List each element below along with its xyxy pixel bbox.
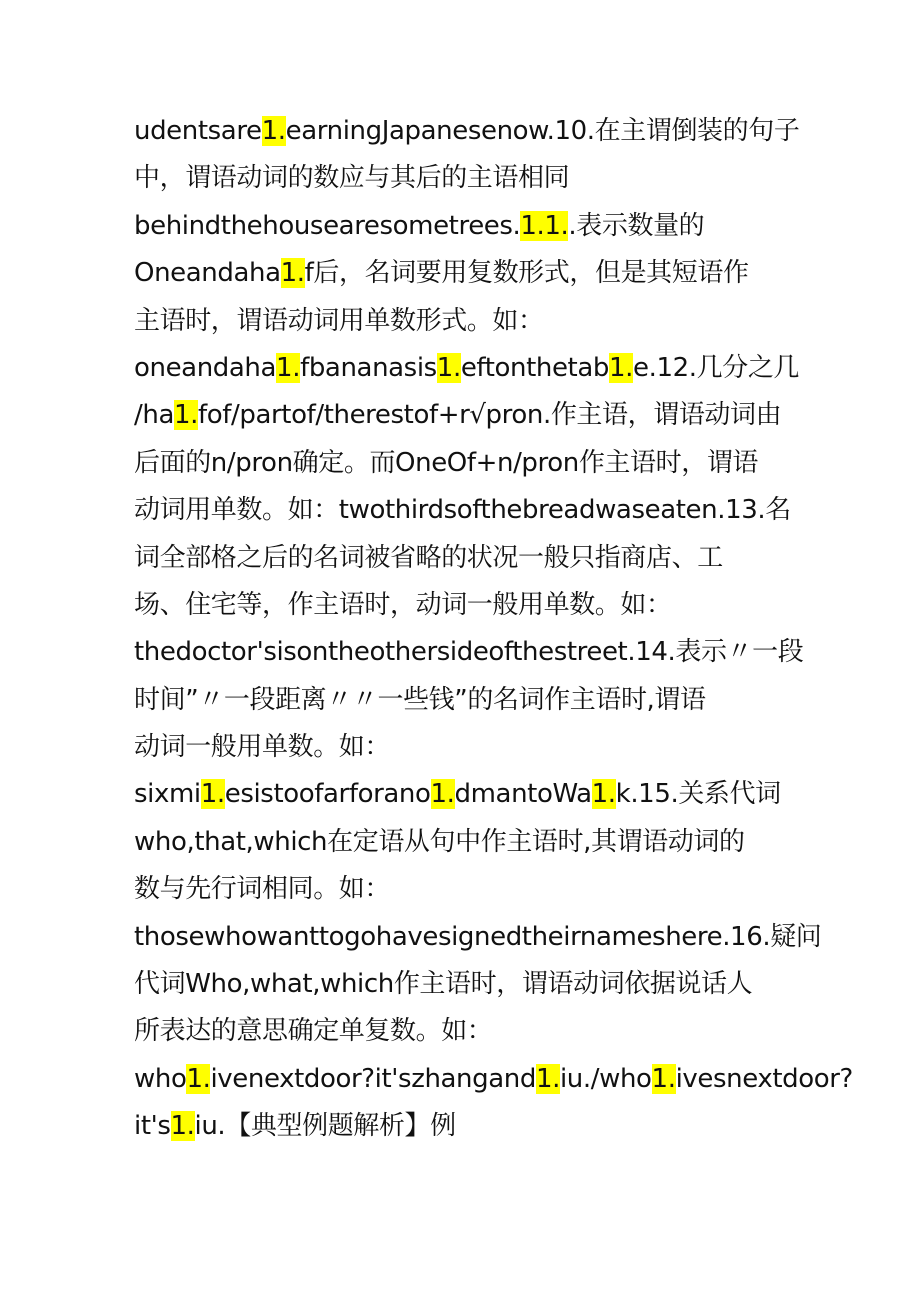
highlighted-text: 1. (276, 352, 301, 383)
text-segment: 词全部格之后的名词被省略的状况一般只指商店、工 (134, 542, 723, 573)
text-segment: e.12.几分之几 (633, 352, 800, 383)
text-segment: 时间”〃一段距离〃〃一些钱”的名词作主语时,谓语 (134, 684, 706, 715)
text-segment: sixmi (134, 779, 201, 810)
text-segment: oneandaha (134, 352, 277, 383)
text-segment: ivesnextdoor? (675, 1063, 853, 1094)
text-segment: 后面的n/pron确定。而OneOf+n/pron作主语时，谓语 (134, 447, 759, 478)
text-line (134, 1103, 794, 1150)
text-segment: eftonthetab (460, 352, 609, 383)
text-segment: 主语时，谓语动词用单数形式。如： (134, 305, 544, 336)
text-line (134, 440, 794, 487)
text-line (134, 914, 822, 961)
highlighted-text: 1. (170, 1111, 195, 1142)
highlighted-text: 1. (200, 779, 225, 810)
text-segment: earningJapanesenow.10.在主谓倒装的句子 (285, 116, 800, 146)
text-segment: 动词一般用单数。如： (134, 732, 391, 763)
text-line (134, 108, 800, 155)
text-line (134, 535, 794, 582)
text-segment: who,that,which在定语从句中作主语时,其谓语动词的 (134, 826, 745, 857)
text-line (134, 298, 794, 345)
text-segment: dmantoWa (454, 779, 592, 810)
text-segment: thosewhowanttogohavesignedtheirnameshere.16.疑问 (134, 921, 822, 952)
text-line (134, 345, 800, 392)
highlighted-text: 1. (535, 1063, 560, 1094)
text-segment: esistoofarforano (224, 779, 431, 810)
text-line (134, 771, 794, 818)
text-segment: iu.【典型例题解析】例 (194, 1111, 456, 1142)
text-segment: it's (134, 1111, 171, 1142)
text-line (134, 866, 794, 913)
text-segment: fbananasis (300, 352, 437, 383)
text-line (134, 1008, 794, 1055)
text-line (134, 155, 794, 202)
text-segment: 中，谓语动词的数应与其后的主语相同 (134, 163, 570, 194)
text-segment: udentsare (134, 116, 262, 146)
text-segment: 动词用单数。如：twothirdsofthebreadwaseaten.13.名 (134, 495, 791, 526)
highlighted-text: 1. (591, 779, 616, 810)
text-segment: 数与先行词相同。如： (134, 874, 391, 905)
text-segment: fof/partof/therestof+r√pron.作主语，谓语动词由 (198, 400, 782, 431)
text-line (134, 961, 794, 1008)
text-segment: f后，名词要用复数形式，但是其短语作 (304, 258, 749, 289)
text-segment: /ha (134, 400, 174, 431)
highlighted-text: 1. (173, 400, 198, 431)
text-line (134, 1056, 853, 1103)
text-segment: 场、住宅等，作主语时，动词一般用单数。如： (134, 589, 672, 620)
text-segment: 代词Who,what,which作主语时，谓语动词依据说话人 (134, 969, 753, 1000)
document-body (134, 108, 853, 1151)
highlighted-text: 1. (436, 352, 461, 383)
text-segment: who (134, 1063, 187, 1094)
text-line (134, 487, 794, 534)
text-segment: thedoctor'sisontheothersideofthestreet.14.表示〃一段 (134, 637, 804, 668)
text-line (134, 250, 794, 297)
highlighted-text: 1. (186, 1063, 211, 1094)
text-line (134, 819, 794, 866)
text-line (134, 677, 794, 724)
text-segment: k.15.关系代词 (615, 779, 781, 810)
highlighted-text: 1. (430, 779, 455, 810)
text-line (134, 629, 804, 676)
highlighted-text: 1. (261, 116, 286, 146)
text-segment: ivenextdoor?it'szhangand (210, 1063, 536, 1094)
highlighted-text: 1.1. (520, 210, 569, 241)
text-segment: Oneandaha (134, 258, 281, 289)
highlighted-text: 1. (280, 258, 305, 289)
text-line (134, 582, 794, 629)
text-segment: .表示数量的 (568, 210, 705, 241)
text-line (134, 203, 794, 250)
highlighted-text: 1. (651, 1063, 676, 1094)
text-line (134, 392, 794, 439)
highlighted-text: 1. (609, 352, 634, 383)
text-line (134, 724, 794, 771)
text-segment: behindthehousearesometrees. (134, 210, 521, 241)
text-segment: 所表达的意思确定单复数。如： (134, 1016, 493, 1047)
text-segment: iu./who (559, 1063, 652, 1094)
